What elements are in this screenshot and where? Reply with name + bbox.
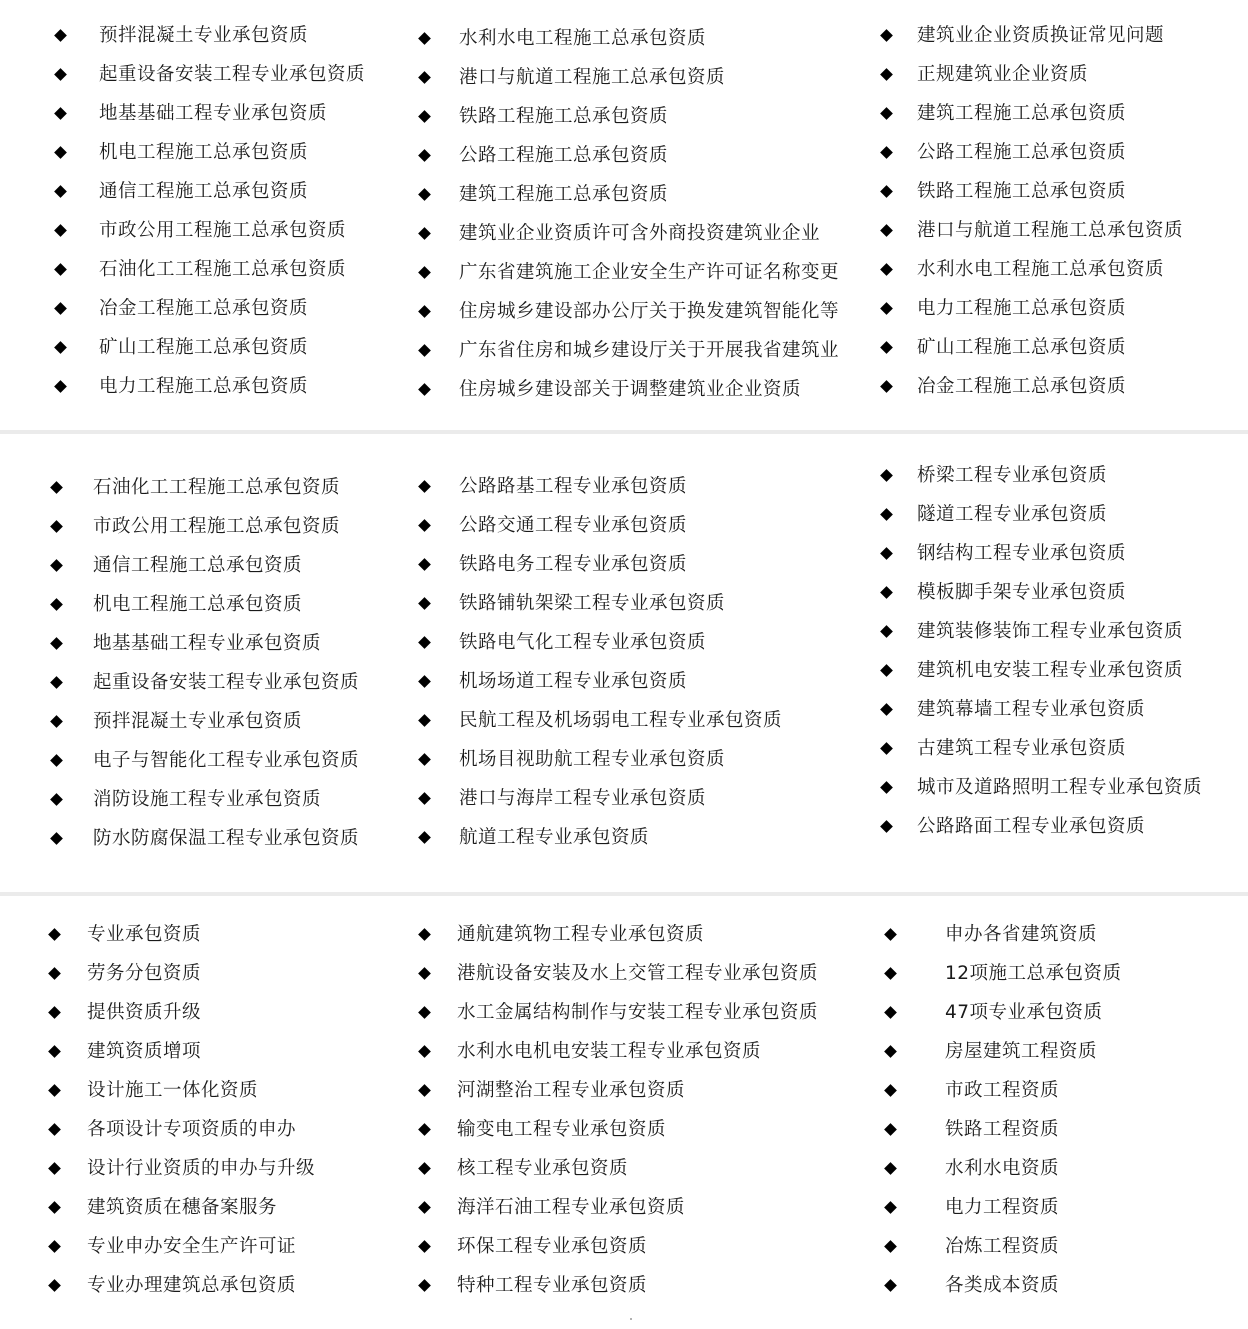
list-item-label: 电子与智能化工程专业承包资质 [93,750,360,771]
list-item-label: 市政公用工程施工总承包资质 [93,516,341,537]
diamond-bullet-icon [54,146,67,159]
list-item [420,545,782,584]
list-item [52,507,359,546]
diamond-bullet-icon [418,1201,431,1214]
diamond-bullet-icon [418,675,431,688]
list-item-label: 正规建筑业企业资质 [917,64,1089,85]
diamond-bullet-icon [418,110,431,123]
list-item [420,954,818,993]
column-1 [56,16,365,406]
list-item-label: 港航设备安装及水上交管工程专业承包资质 [457,963,819,984]
diamond-bullet-icon [880,146,893,159]
diamond-bullet-icon [418,1006,431,1019]
list-item [52,624,359,663]
qualification-list [420,19,839,409]
list-item-label: 特种工程专业承包资质 [457,1275,648,1296]
list-item [420,97,839,136]
list-item [420,740,782,779]
list-item-label: 市政工程资质 [945,1080,1060,1101]
diamond-bullet-icon [418,227,431,240]
list-item [56,328,365,367]
qualification-list [420,467,782,857]
diamond-bullet-icon [48,1240,61,1253]
list-item-label: 专业办理建筑总承包资质 [87,1275,297,1296]
list-item-label: 通航建筑物工程专业承包资质 [457,924,705,945]
list-item-label: 公路交通工程专业承包资质 [459,515,688,536]
list-item [886,993,1122,1032]
list-item-label: 机电工程施工总承包资质 [99,142,309,163]
diamond-bullet-icon [884,1123,897,1136]
diamond-bullet-icon [880,586,893,599]
list-item [882,807,1202,846]
diamond-bullet-icon [50,598,63,611]
diamond-bullet-icon [880,742,893,755]
list-item-label: 通信工程施工总承包资质 [93,555,303,576]
list-item [420,818,782,857]
diamond-bullet-icon [48,1201,61,1214]
list-item-label: 水利水电机电安装工程专业承包资质 [457,1041,762,1062]
list-item-label: 铁路工程施工总承包资质 [459,106,669,127]
diamond-bullet-icon [48,928,61,941]
list-item-label: 申办各省建筑资质 [945,924,1098,945]
list-item [420,58,839,97]
list-item [882,55,1183,94]
diamond-bullet-icon [48,1084,61,1097]
diamond-bullet-icon [880,547,893,560]
list-item [50,1227,315,1266]
list-item-label: 航道工程专业承包资质 [459,827,650,848]
list-item [420,701,782,740]
diamond-bullet-icon [418,1240,431,1253]
list-item-label: 河湖整治工程专业承包资质 [457,1080,686,1101]
diamond-bullet-icon [884,967,897,980]
diamond-bullet-icon [880,107,893,120]
list-item-label: 广东省建筑施工企业安全生产许可证名称变更 [459,262,840,283]
list-item [420,467,782,506]
diamond-bullet-icon [884,1279,897,1292]
list-item [52,468,359,507]
list-item-label: 建筑业企业资质换证常见问题 [917,25,1165,46]
list-item-label: 水利水电资质 [945,1158,1060,1179]
list-item-label: 港口与航道工程施工总承包资质 [459,67,726,88]
list-item [52,741,359,780]
list-item [56,172,365,211]
list-item-label: 公路路面工程专业承包资质 [917,816,1146,837]
diamond-bullet-icon [54,29,67,42]
list-item-label: 水利水电工程施工总承包资质 [459,28,707,49]
list-item [882,94,1183,133]
diamond-bullet-icon [48,1279,61,1292]
diamond-bullet-icon [50,559,63,572]
list-item-label: 起重设备安装工程专业承包资质 [93,672,360,693]
list-item [882,768,1202,807]
list-item-label: 矿山工程施工总承包资质 [99,337,309,358]
list-item-label: 石油化工工程施工总承包资质 [93,477,341,498]
list-item [50,915,315,954]
list-item [886,1110,1122,1149]
diamond-bullet-icon [54,68,67,81]
list-item [882,133,1183,172]
list-item-label: 设计施工一体化资质 [87,1080,259,1101]
list-item [56,16,365,55]
list-item [886,1227,1122,1266]
diamond-bullet-icon [418,714,431,727]
qualification-section-2 [0,456,1248,856]
diamond-bullet-icon [418,188,431,201]
list-item [50,954,315,993]
list-item-label: 矿山工程施工总承包资质 [917,337,1127,358]
diamond-bullet-icon [418,1084,431,1097]
list-item [420,1266,818,1305]
diamond-bullet-icon [54,341,67,354]
qualification-list [420,915,818,1305]
list-item-label: 冶炼工程资质 [945,1236,1060,1257]
list-item-label: 石油化工工程施工总承包资质 [99,259,347,280]
list-item [882,612,1202,651]
diamond-bullet-icon [880,469,893,482]
diamond-bullet-icon [48,1123,61,1136]
diamond-bullet-icon [880,703,893,716]
list-item [56,94,365,133]
list-item [420,1110,818,1149]
list-item-label: 建筑业企业资质许可含外商投资建筑业企业 [459,223,821,244]
column-1 [52,468,359,858]
list-item-label: 地基基础工程专业承包资质 [93,633,322,654]
diamond-bullet-icon [54,185,67,198]
list-item-label: 环保工程专业承包资质 [457,1236,648,1257]
list-item [882,651,1202,690]
section-divider [0,430,1248,434]
list-item-label: 桥梁工程专业承包资质 [917,465,1108,486]
list-item-label: 铁路电气化工程专业承包资质 [459,632,707,653]
diamond-bullet-icon [418,71,431,84]
list-item-label: 预拌混凝土专业承包资质 [99,25,309,46]
diamond-bullet-icon [48,967,61,980]
list-item [882,729,1202,768]
list-item [420,1149,818,1188]
diamond-bullet-icon [54,263,67,276]
list-item-label: 专业申办安全生产许可证 [87,1236,297,1257]
list-item [882,211,1183,250]
list-item-label: 钢结构工程专业承包资质 [917,543,1127,564]
list-item [420,662,782,701]
diamond-bullet-icon [418,1162,431,1175]
list-item-label: 提供资质升级 [87,1002,202,1023]
diamond-bullet-icon [54,224,67,237]
list-item-label: 建筑装修装饰工程专业承包资质 [917,621,1184,642]
list-item [882,456,1202,495]
diamond-bullet-icon [418,1045,431,1058]
list-item-label: 机场目视助航工程专业承包资质 [459,749,726,770]
list-item-label: 设计行业资质的申办与升级 [87,1158,316,1179]
diamond-bullet-icon [884,1201,897,1214]
list-item [420,779,782,818]
list-item-label: 铁路铺轨架梁工程专业承包资质 [459,593,726,614]
list-item-label: 通信工程施工总承包资质 [99,181,309,202]
section-divider [0,892,1248,896]
list-item [886,1071,1122,1110]
list-item [420,214,839,253]
diamond-bullet-icon [418,383,431,396]
diamond-bullet-icon [50,637,63,650]
qualification-list [882,456,1202,846]
list-item-label: 防水防腐保温工程专业承包资质 [93,828,360,849]
list-item-label: 古建筑工程专业承包资质 [917,738,1127,759]
list-item [886,1032,1122,1071]
diamond-bullet-icon [418,597,431,610]
list-item [50,1188,315,1227]
list-item-label: 民航工程及机场弱电工程专业承包资质 [459,710,783,731]
diamond-bullet-icon [880,68,893,81]
diamond-bullet-icon [418,149,431,162]
list-item [420,19,839,58]
list-item-label: 冶金工程施工总承包资质 [917,376,1127,397]
list-item [886,954,1122,993]
list-item-label: 模板脚手架专业承包资质 [917,582,1127,603]
list-item-label: 起重设备安装工程专业承包资质 [99,64,366,85]
diamond-bullet-icon [50,715,63,728]
list-item [50,1110,315,1149]
list-item [56,367,365,406]
diamond-bullet-icon [418,558,431,571]
column-3 [882,16,1183,406]
diamond-bullet-icon [880,664,893,677]
list-item [886,1188,1122,1227]
diamond-bullet-icon [418,519,431,532]
list-item-label: 电力工程资质 [945,1197,1060,1218]
list-item-label: 劳务分包资质 [87,963,202,984]
list-item-label: 建筑工程施工总承包资质 [917,103,1127,124]
list-item-label: 水工金属结构制作与安装工程专业承包资质 [457,1002,819,1023]
qualification-section-1 [0,16,1248,416]
diamond-bullet-icon [418,636,431,649]
list-item-label: 机场场道工程专业承包资质 [459,671,688,692]
diamond-bullet-icon [884,1045,897,1058]
list-item [420,136,839,175]
diamond-bullet-icon [880,380,893,393]
column-1 [50,915,315,1305]
list-item-label: 港口与航道工程施工总承包资质 [917,220,1184,241]
list-item [886,1149,1122,1188]
list-item-label: 公路路基工程专业承包资质 [459,476,688,497]
list-item [56,133,365,172]
list-item [56,250,365,289]
diamond-bullet-icon [418,967,431,980]
list-item-label: 核工程专业承包资质 [457,1158,629,1179]
list-item-label: 铁路工程资质 [945,1119,1060,1140]
list-item-label: 地基基础工程专业承包资质 [99,103,328,124]
list-item [882,367,1183,406]
list-item-label: 城市及道路照明工程专业承包资质 [917,777,1203,798]
list-item [50,1149,315,1188]
list-item [420,370,839,409]
list-item [882,250,1183,289]
diamond-bullet-icon [54,380,67,393]
diamond-bullet-icon [50,832,63,845]
list-item-label: 各项设计专项资质的申办 [87,1119,297,1140]
list-item [52,663,359,702]
qualification-list [52,468,359,858]
list-item [420,1071,818,1110]
diamond-bullet-icon [880,29,893,42]
qualification-list [50,915,315,1305]
list-item-label: 各类成本资质 [945,1275,1060,1296]
diamond-bullet-icon [884,1162,897,1175]
list-item-label: 铁路电务工程专业承包资质 [459,554,688,575]
list-item-label: 消防设施工程专业承包资质 [93,789,322,810]
list-item-label: 隧道工程专业承包资质 [917,504,1108,525]
diamond-bullet-icon [418,928,431,941]
list-item [50,1071,315,1110]
list-item [886,915,1122,954]
list-item [50,1266,315,1305]
diamond-bullet-icon [880,185,893,198]
list-item-label: 公路工程施工总承包资质 [459,145,669,166]
list-item [50,1032,315,1071]
list-item-label: 房屋建筑工程资质 [945,1041,1098,1062]
list-item [420,584,782,623]
diamond-bullet-icon [50,520,63,533]
diamond-bullet-icon [884,1006,897,1019]
diamond-bullet-icon [418,344,431,357]
list-item [420,292,839,331]
diamond-bullet-icon [50,793,63,806]
list-item-label: 冶金工程施工总承包资质 [99,298,309,319]
list-item [882,172,1183,211]
column-3 [882,456,1202,846]
diamond-bullet-icon [54,107,67,120]
list-item-label: 广东省住房和城乡建设厅关于开展我省建筑业 [459,340,840,361]
diamond-bullet-icon [418,1123,431,1136]
list-item-label: 电力工程施工总承包资质 [917,298,1127,319]
list-item-label: 输变电工程专业承包资质 [457,1119,667,1140]
diamond-bullet-icon [880,508,893,521]
list-item [420,915,818,954]
list-item [56,289,365,328]
qualification-list [882,16,1183,406]
list-item [420,331,839,370]
column-3 [886,915,1122,1305]
list-item-label: 港口与海岸工程专业承包资质 [459,788,707,809]
list-item [882,289,1183,328]
list-item [56,55,365,94]
list-item [420,623,782,662]
diamond-bullet-icon [54,302,67,315]
diamond-bullet-icon [50,481,63,494]
diamond-bullet-icon [418,32,431,45]
list-item-label: 建筑资质增项 [87,1041,202,1062]
diamond-bullet-icon [50,754,63,767]
diamond-bullet-icon [880,341,893,354]
list-item-label: 水利水电工程施工总承包资质 [917,259,1165,280]
qualification-section-3 [0,915,1248,1315]
list-item-label: 住房城乡建设部办公厅关于换发建筑智能化等 [459,301,840,322]
stray-dot [630,1318,632,1320]
list-item-label: 市政公用工程施工总承包资质 [99,220,347,241]
diamond-bullet-icon [884,1084,897,1097]
list-item [56,211,365,250]
diamond-bullet-icon [418,305,431,318]
list-item-label: 铁路工程施工总承包资质 [917,181,1127,202]
list-item-label: 海洋石油工程专业承包资质 [457,1197,686,1218]
list-item [882,328,1183,367]
diamond-bullet-icon [880,224,893,237]
list-item-label: 机电工程施工总承包资质 [93,594,303,615]
list-item [886,1266,1122,1305]
diamond-bullet-icon [880,625,893,638]
list-item [52,546,359,585]
qualification-list [56,16,365,406]
list-item [52,780,359,819]
list-item [882,16,1183,55]
list-item [882,495,1202,534]
list-item [420,1227,818,1266]
diamond-bullet-icon [418,1279,431,1292]
column-2 [420,915,818,1305]
list-item [420,1188,818,1227]
diamond-bullet-icon [50,676,63,689]
qualification-list [886,915,1122,1305]
list-item-label: 12项施工总承包资质 [945,963,1122,984]
diamond-bullet-icon [48,1162,61,1175]
list-item-label: 建筑工程施工总承包资质 [459,184,669,205]
column-2 [420,19,839,409]
diamond-bullet-icon [884,1240,897,1253]
list-item-label: 建筑资质在穗备案服务 [87,1197,278,1218]
list-item [50,993,315,1032]
list-item [420,175,839,214]
diamond-bullet-icon [418,831,431,844]
list-item-label: 专业承包资质 [87,924,202,945]
diamond-bullet-icon [418,480,431,493]
list-item-label: 建筑机电安装工程专业承包资质 [917,660,1184,681]
diamond-bullet-icon [880,781,893,794]
list-item [882,534,1202,573]
diamond-bullet-icon [418,792,431,805]
list-item [420,253,839,292]
diamond-bullet-icon [48,1045,61,1058]
list-item-label: 预拌混凝土专业承包资质 [93,711,303,732]
list-item-label: 电力工程施工总承包资质 [99,376,309,397]
list-item-label: 47项专业承包资质 [945,1002,1103,1023]
list-item-label: 住房城乡建设部关于调整建筑业企业资质 [459,379,802,400]
list-item [420,1032,818,1071]
list-item-label: 公路工程施工总承包资质 [917,142,1127,163]
diamond-bullet-icon [880,820,893,833]
diamond-bullet-icon [418,753,431,766]
list-item [420,993,818,1032]
diamond-bullet-icon [884,928,897,941]
diamond-bullet-icon [48,1006,61,1019]
diamond-bullet-icon [418,266,431,279]
column-2 [420,467,782,857]
diamond-bullet-icon [880,302,893,315]
list-item [882,690,1202,729]
list-item [52,702,359,741]
list-item [52,585,359,624]
list-item [52,819,359,858]
diamond-bullet-icon [880,263,893,276]
list-item-label: 建筑幕墙工程专业承包资质 [917,699,1146,720]
list-item [420,506,782,545]
list-item [882,573,1202,612]
